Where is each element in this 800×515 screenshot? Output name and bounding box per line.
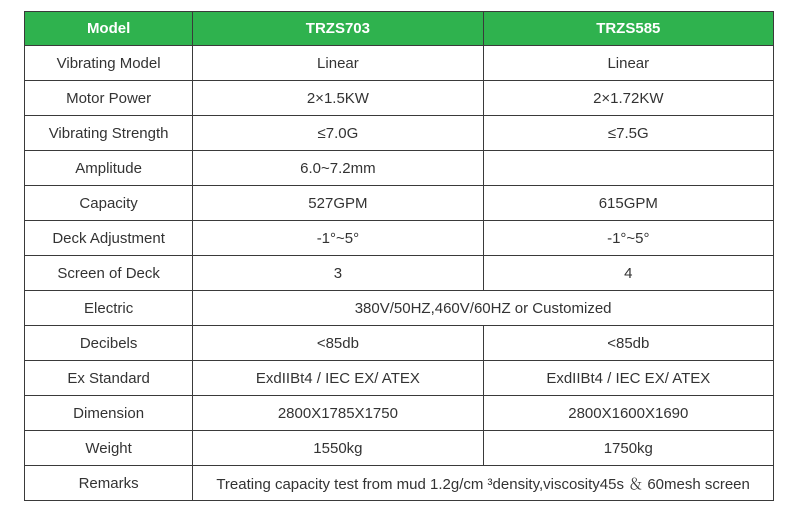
table-row bbox=[25, 466, 774, 501]
cell-b: 1750kg bbox=[483, 431, 773, 466]
table-row bbox=[25, 151, 774, 186]
cell-a: -1°~5° bbox=[193, 221, 483, 256]
cell-a: 527GPM bbox=[193, 186, 483, 221]
cell-a: 6.0~7.2mm bbox=[193, 151, 483, 186]
row-label: Dimension bbox=[25, 396, 193, 431]
cell-merged: Treating capacity test from mud 1.2g/cm ³density,viscosity45s ＆ 60mesh screen bbox=[193, 466, 774, 501]
table-row bbox=[25, 396, 774, 431]
row-label: Remarks bbox=[25, 466, 193, 501]
cell-b: 2×1.72KW bbox=[483, 81, 773, 116]
row-label: Motor Power bbox=[25, 81, 193, 116]
row-label: Deck Adjustment bbox=[25, 221, 193, 256]
cell-a: ExdIIBt4 / IEC EX/ ATEX bbox=[193, 361, 483, 396]
table-row bbox=[25, 46, 774, 81]
table-header-row bbox=[25, 12, 774, 46]
cell-b: -1°~5° bbox=[483, 221, 773, 256]
cell-b: Linear bbox=[483, 46, 773, 81]
row-label: Electric bbox=[25, 291, 193, 326]
cell-b: 2800X1600X1690 bbox=[483, 396, 773, 431]
cell-b: ExdIIBt4 / IEC EX/ ATEX bbox=[483, 361, 773, 396]
table-row bbox=[25, 186, 774, 221]
table-row bbox=[25, 256, 774, 291]
row-label: Weight bbox=[25, 431, 193, 466]
cell-merged: 380V/50HZ,460V/60HZ or Customized bbox=[193, 291, 774, 326]
cell-a: 2800X1785X1750 bbox=[193, 396, 483, 431]
header-product-a: TRZS703 bbox=[193, 12, 483, 46]
cell-a: 1550kg bbox=[193, 431, 483, 466]
row-label: Vibrating Model bbox=[25, 46, 193, 81]
cell-b bbox=[483, 151, 773, 186]
cell-b: ≤7.5G bbox=[483, 116, 773, 151]
row-label: Screen of Deck bbox=[25, 256, 193, 291]
row-label: Capacity bbox=[25, 186, 193, 221]
row-label: Amplitude bbox=[25, 151, 193, 186]
cell-b: 615GPM bbox=[483, 186, 773, 221]
cell-a: ≤7.0G bbox=[193, 116, 483, 151]
row-label: Ex Standard bbox=[25, 361, 193, 396]
header-model: Model bbox=[25, 12, 193, 46]
cell-b: 4 bbox=[483, 256, 773, 291]
cell-a: <85db bbox=[193, 326, 483, 361]
table-row bbox=[25, 291, 774, 326]
cell-a: Linear bbox=[193, 46, 483, 81]
table-row bbox=[25, 116, 774, 151]
table-row bbox=[25, 431, 774, 466]
header-product-b: TRZS585 bbox=[483, 12, 773, 46]
table-row bbox=[25, 361, 774, 396]
cell-b: <85db bbox=[483, 326, 773, 361]
row-label: Vibrating Strength bbox=[25, 116, 193, 151]
row-label: Decibels bbox=[25, 326, 193, 361]
spec-table bbox=[24, 11, 774, 501]
table-row bbox=[25, 221, 774, 256]
table-row bbox=[25, 326, 774, 361]
table-row bbox=[25, 81, 774, 116]
cell-a: 2×1.5KW bbox=[193, 81, 483, 116]
cell-a: 3 bbox=[193, 256, 483, 291]
